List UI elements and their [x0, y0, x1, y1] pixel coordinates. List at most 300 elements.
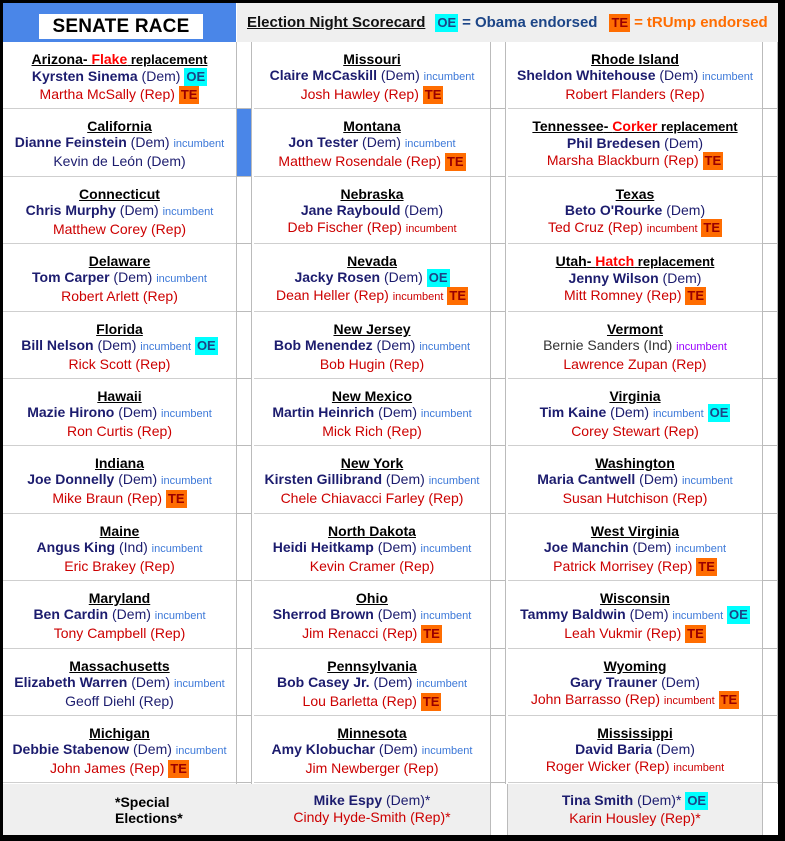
party-label: (Rep)	[349, 287, 389, 304]
candidate-dem: Joe Donnelly	[27, 471, 115, 488]
candidate-rep: Lou Barletta	[302, 692, 379, 709]
state-name	[254, 455, 490, 471]
rep-line	[3, 423, 236, 440]
candidate-dem: Jane Raybould	[300, 201, 401, 218]
separator-cell	[763, 514, 777, 581]
candidate-rep: Dean Heller	[275, 287, 350, 304]
rep-line	[508, 152, 762, 170]
candidate-rep: Mick Rich	[322, 423, 383, 439]
race-cell	[3, 312, 236, 379]
party-label: (Dem)	[115, 201, 159, 218]
separator-cell	[763, 244, 777, 311]
candidate-dem: Bernie Sanders	[543, 336, 640, 353]
state-name: Arizona- Flake replacement	[31, 51, 208, 67]
race-cell	[3, 581, 236, 648]
dem-line	[254, 67, 490, 86]
separator-cell	[237, 649, 251, 716]
party-label: (Rep)	[135, 557, 175, 574]
race-cell	[508, 312, 762, 379]
oe-legend-badge: OE	[437, 14, 457, 30]
state-name: Tennessee- Corker replacement	[532, 118, 738, 135]
race-cell	[508, 109, 762, 176]
state-name	[254, 388, 490, 404]
candidate-rep: Jim Newberger	[305, 760, 400, 776]
separator-cell	[491, 42, 505, 109]
state-label: Florida	[96, 320, 143, 337]
race-cell	[508, 649, 762, 716]
te-badge: TE	[180, 87, 198, 102]
candidate-rep: Deb Fischer	[287, 218, 363, 235]
party-label: (Dem)	[657, 673, 700, 690]
legend-equals: =	[462, 14, 471, 31]
separator-cell	[763, 312, 777, 379]
candidate-rep: Bob Hugin	[319, 355, 386, 372]
retiring-senator: Corker	[612, 118, 658, 135]
candidate-dem: Kirsten Gillibrand	[264, 471, 383, 488]
candidate-dem: Kyrsten Sinema	[31, 68, 138, 84]
oe-badge: OE	[687, 793, 707, 808]
separator-cell	[763, 42, 777, 109]
replacement-label: replacement	[127, 52, 208, 67]
separator-cell	[763, 109, 777, 176]
incumbent-label: incumbent	[162, 205, 214, 218]
party-label: (Dem)	[382, 471, 425, 488]
incumbent-label: incumbent	[156, 273, 207, 286]
candidate-dem: Phil Bredesen	[566, 135, 661, 152]
state-name	[3, 253, 236, 269]
incumbent-label: incumbent	[423, 71, 475, 83]
candidate-dem: Tom Carper	[32, 269, 110, 286]
incumbent-label: incumbent	[392, 291, 444, 304]
rep-line	[3, 153, 236, 170]
party-label: (Rep)	[653, 557, 693, 574]
party-label: (Rep)	[378, 625, 418, 642]
party-label: (Rep)	[668, 490, 708, 507]
incumbent-label: incumbent	[428, 475, 480, 488]
state-label: Montana	[343, 118, 401, 135]
party-label: (Dem)	[108, 606, 151, 623]
oe-badge: OE	[428, 270, 448, 286]
state-label: Connecticut	[79, 185, 160, 202]
candidate-dem: Claire McCaskill	[269, 67, 377, 83]
rep-line	[508, 86, 762, 103]
party-label: (Rep)	[659, 423, 699, 439]
race-cell	[254, 42, 490, 109]
incumbent-label: incumbent	[404, 138, 456, 151]
party-label: (Dem)	[358, 134, 401, 151]
incumbent-label: incumbent	[702, 71, 753, 83]
state-label: New Jersey	[333, 320, 411, 337]
candidate-rep: John Barrasso	[530, 690, 622, 707]
dem-line	[3, 404, 236, 423]
party-label: (Dem)	[655, 67, 699, 83]
party-label: (Rep)	[379, 86, 419, 102]
rep-line	[254, 693, 490, 711]
party-label: (Rep)	[123, 490, 163, 507]
party-label: (Rep)*	[406, 809, 451, 825]
state-label: Wyoming	[603, 657, 667, 674]
separator-cell	[237, 514, 251, 581]
dem-line	[3, 134, 236, 153]
state-name	[3, 523, 236, 539]
separator-cell	[491, 109, 505, 176]
special-label-cell	[3, 784, 236, 835]
state-name	[3, 590, 236, 606]
party-label: (Rep)	[362, 218, 402, 235]
special-race-minnesota	[508, 784, 762, 835]
state-name	[254, 658, 490, 674]
rep-line	[3, 693, 236, 710]
race-cell	[3, 42, 236, 109]
party-label: (Dem)	[400, 201, 444, 218]
separator-cell	[763, 379, 777, 446]
dem-line	[3, 202, 236, 221]
scorecard-title: Election Night Scorecard	[247, 14, 426, 31]
dem-line	[254, 404, 490, 423]
rep-line	[3, 288, 236, 305]
state-label: California	[87, 118, 152, 135]
incumbent-label: incumbent	[419, 340, 471, 353]
race-cell	[508, 244, 762, 311]
candidate-dem: Tammy Baldwin	[520, 606, 626, 623]
state-label: Texas	[615, 185, 655, 202]
dem-line	[254, 337, 490, 356]
candidate-rep: John James	[50, 760, 126, 776]
party-label: (Rep)	[378, 692, 417, 709]
state-label: Vermont	[606, 320, 663, 337]
party-label: (Dem)	[93, 336, 137, 353]
incumbent-label: incumbent	[672, 610, 724, 623]
candidate-rep: Susan Hutchison	[562, 490, 669, 507]
legend-equals: =	[634, 14, 643, 31]
incumbent-label: incumbent	[173, 677, 225, 690]
candidate-dem: Angus King	[36, 538, 116, 555]
oe-badge: OE	[729, 607, 748, 623]
dem-line	[254, 606, 490, 625]
party-label: (Rep)	[402, 153, 442, 170]
separator-cell	[237, 379, 251, 446]
separator-cell	[491, 379, 505, 446]
candidate-rep: Rick Scott	[68, 355, 132, 372]
state-name	[508, 455, 762, 471]
state-name	[254, 51, 490, 67]
incumbent-label: incumbent	[420, 408, 472, 420]
state-name: Utah- Hatch replacement	[555, 253, 715, 270]
te-badge: TE	[446, 154, 464, 170]
candidate-dem: Bob Menendez	[273, 336, 373, 353]
te-badge: TE	[703, 219, 721, 235]
retiring-senator: Hatch	[595, 253, 635, 270]
separator-cell	[491, 581, 505, 648]
party-label: (Rep)	[131, 355, 171, 372]
dem-line	[508, 337, 762, 356]
party-label: (Dem)	[137, 68, 181, 84]
state-name	[3, 658, 236, 674]
separator-cell	[763, 716, 777, 783]
te-legend-badge: TE	[611, 14, 629, 30]
party-label: (Rep)	[125, 760, 165, 776]
party-label: (Rep)	[146, 625, 186, 642]
race-cell	[3, 109, 236, 176]
candidate-rep: Corey Stewart	[571, 423, 660, 439]
dem-line	[254, 539, 490, 558]
dem-line	[3, 741, 236, 760]
party-label: (Dem)	[369, 673, 413, 690]
incumbent-label: incumbent	[175, 745, 227, 757]
state-label: Tennessee	[532, 118, 604, 135]
candidate-rep: Kevin de León	[53, 153, 143, 170]
race-cell	[254, 649, 490, 716]
race-cell	[508, 379, 762, 446]
candidate-rep: Roger Wicker	[545, 758, 631, 774]
state-label: Mississippi	[597, 725, 673, 741]
state-label: Maine	[99, 522, 140, 539]
rep-line	[508, 219, 762, 238]
state-label: Michigan	[89, 725, 150, 741]
incumbent-label: incumbent	[416, 677, 468, 690]
dem-line	[254, 741, 490, 760]
candidate-rep: Matthew Rosendale	[278, 153, 403, 170]
state-label: Ohio	[356, 590, 388, 607]
party-label: (Rep)	[630, 758, 670, 774]
rep-line	[3, 625, 236, 642]
candidate-rep: Robert Arlett	[61, 288, 139, 305]
state-name	[508, 590, 762, 606]
separator-cell	[491, 312, 505, 379]
rep-line	[3, 760, 236, 778]
state-name	[3, 321, 236, 337]
race-cell	[3, 649, 236, 716]
race-cell	[508, 177, 762, 244]
state-label: Utah	[555, 253, 587, 270]
party-label: (Dem)	[373, 538, 417, 555]
party-label: (Dem)	[114, 471, 158, 488]
dem-line	[254, 674, 490, 693]
te-badge: TE	[687, 288, 704, 304]
rep-line	[254, 423, 490, 440]
state-name	[254, 590, 490, 606]
column-separator	[490, 42, 506, 784]
candidate-rep: Marsha Blackburn	[546, 152, 660, 169]
race-cell	[3, 177, 236, 244]
candidate-dem: Bob Casey Jr.	[276, 673, 370, 690]
incumbent-label: incumbent	[405, 222, 457, 235]
column-separator	[236, 42, 252, 784]
party-label: (Dem)*	[382, 792, 431, 808]
party-label: (Dem)	[127, 673, 171, 690]
candidate-dem: Sherrod Brown	[272, 606, 374, 623]
dem-line	[508, 606, 762, 625]
rep-line	[254, 153, 490, 171]
race-cell	[3, 716, 236, 783]
candidate-rep: Matthew Corey	[52, 220, 148, 237]
state-label: Nebraska	[340, 185, 404, 202]
rep-line	[508, 287, 762, 305]
incumbent-label: incumbent	[646, 222, 698, 235]
header-legend	[237, 3, 778, 42]
incumbent-label: incumbent	[652, 408, 704, 420]
candidate-dem: Mike Espy	[313, 792, 383, 808]
candidate-dem: Tina Smith	[561, 792, 634, 808]
incumbent-label: incumbent	[161, 408, 212, 420]
dem-line	[3, 606, 236, 625]
oe-legend-label: Obama endorsed	[474, 14, 598, 31]
column-separator	[762, 42, 778, 784]
party-label: (Rep)	[667, 355, 707, 372]
state-name	[508, 186, 762, 202]
replacement-label: replacement	[634, 254, 715, 270]
dem-line	[508, 404, 762, 423]
candidate-dem: Tim Kaine	[539, 404, 607, 420]
party-label: (Dem)	[109, 269, 153, 286]
separator-cell	[237, 446, 251, 513]
candidate-dem: Amy Klobuchar	[271, 741, 376, 757]
rep-line	[3, 558, 236, 575]
separator-cell	[491, 244, 505, 311]
te-badge: TE	[449, 288, 466, 304]
party-label: (Dem)	[126, 134, 170, 151]
te-badge: TE	[698, 558, 715, 574]
race-cell	[254, 716, 490, 783]
party-label: (Dem)	[652, 741, 695, 757]
state-label: Hawaii	[97, 388, 142, 404]
race-cell	[508, 42, 762, 109]
state-label: New Mexico	[331, 388, 413, 404]
state-label: Maryland	[88, 590, 151, 607]
race-cell	[254, 446, 490, 513]
separator-cell	[237, 42, 251, 109]
candidate-rep: Kevin Cramer	[309, 557, 396, 574]
candidate-dem: Mazie Hirono	[27, 404, 115, 420]
party-label: (Dem)	[375, 741, 418, 757]
candidate-rep: Mitt Romney	[564, 287, 643, 304]
party-label: (Rep)	[382, 423, 422, 439]
te-badge: TE	[167, 491, 185, 507]
party-label: (Ind)	[115, 538, 148, 555]
special-gap	[490, 784, 508, 835]
party-label: (Rep)	[642, 625, 682, 642]
separator-cell	[763, 649, 777, 716]
party-label: (Rep)	[385, 355, 425, 372]
oe-badge: OE	[186, 69, 206, 84]
state-label: Virginia	[609, 388, 661, 404]
incumbent-label: incumbent	[151, 542, 203, 555]
party-label: (Rep)	[603, 218, 643, 235]
state-name	[254, 253, 490, 269]
candidate-rep: Lawrence Zupan	[563, 355, 668, 372]
race-cell	[254, 244, 490, 311]
separator-cell	[237, 244, 251, 311]
rep-line	[254, 490, 490, 507]
state-label: North Dakota	[328, 522, 416, 539]
party-label: (Dem)*	[633, 792, 682, 808]
state-label: New York	[340, 455, 404, 472]
rep-line	[254, 287, 490, 306]
race-cell	[254, 312, 490, 379]
candidate-rep: Geoff Diehl	[65, 692, 135, 709]
party-label: (Dem)	[658, 270, 702, 287]
separator-cell	[491, 514, 505, 581]
separator-cell	[491, 177, 505, 244]
te-badge: TE	[422, 693, 440, 709]
rep-line	[3, 490, 236, 508]
state-name	[3, 455, 236, 471]
separator-cell	[763, 581, 777, 648]
state-label: Delaware	[88, 253, 151, 270]
rep-line	[508, 356, 762, 373]
party-label: (Rep)	[133, 423, 173, 439]
candidate-dem: Chris Murphy	[25, 201, 116, 218]
candidate-rep: Robert Flanders	[565, 86, 666, 102]
state-name	[508, 725, 762, 741]
state-label: Wisconsin	[600, 590, 670, 607]
dem-line	[254, 134, 490, 153]
candidate-dem: Debbie Stabenow	[12, 741, 130, 757]
retiring-senator: Flake	[91, 51, 128, 67]
rep-line	[254, 760, 490, 777]
candidate-rep: Ted Cruz	[547, 218, 604, 235]
party-label: (Rep)	[147, 220, 187, 237]
state-label: Arizona	[31, 51, 83, 67]
candidate-dem: Martin Heinrich	[272, 404, 375, 420]
candidate-dem: David Baria	[575, 741, 653, 757]
state-label: Massachusetts	[69, 657, 170, 674]
race-cell	[3, 244, 236, 311]
race-cell	[508, 581, 762, 648]
state-label: Missouri	[343, 51, 401, 67]
state-name	[3, 186, 236, 202]
race-cell	[254, 177, 490, 244]
incumbent-label: incumbent	[676, 340, 727, 353]
race-cell	[508, 716, 762, 783]
candidate-rep: Cindy Hyde-Smith	[293, 809, 407, 825]
incumbent-label: incumbent	[675, 542, 727, 555]
dem-line	[508, 135, 762, 152]
dem-line	[508, 471, 762, 490]
dem-line	[3, 269, 236, 288]
state-label: Indiana	[94, 455, 144, 472]
te-badge: TE	[170, 761, 187, 776]
party-label: (Dem)	[635, 471, 679, 488]
candidate-dem: Ben Cardin	[33, 606, 109, 623]
incumbent-label: incumbent	[420, 542, 472, 555]
candidate-rep: Patrick Morrisey	[553, 557, 654, 574]
incumbent-label: incumbent	[161, 475, 212, 488]
state-name	[3, 388, 236, 404]
candidate-rep: Karin Housley	[569, 810, 657, 826]
party-label: (Rep)*	[656, 810, 701, 826]
separator-cell	[237, 581, 251, 648]
dem-line	[3, 68, 236, 86]
incumbent-label: incumbent	[154, 610, 206, 623]
state-name	[254, 321, 490, 337]
party-label: (Dem)	[380, 269, 423, 286]
candidate-rep: Mike Braun	[52, 490, 124, 507]
rep-line	[508, 691, 762, 710]
state-name	[3, 118, 236, 134]
candidate-dem: Gary Trauner	[570, 673, 658, 690]
separator-cell	[491, 716, 505, 783]
party-label: (Rep)	[424, 490, 464, 507]
te-badge: TE	[687, 626, 704, 642]
candidate-rep: Josh Hawley	[300, 86, 380, 102]
state-label: Rhode Island	[591, 51, 679, 67]
incumbent-label: incumbent	[673, 762, 725, 774]
candidate-dem: Bill Nelson	[21, 336, 94, 353]
rep-line	[508, 558, 762, 576]
candidate-dem: Sheldon Whitehouse	[517, 67, 656, 83]
rep-line	[254, 356, 490, 373]
